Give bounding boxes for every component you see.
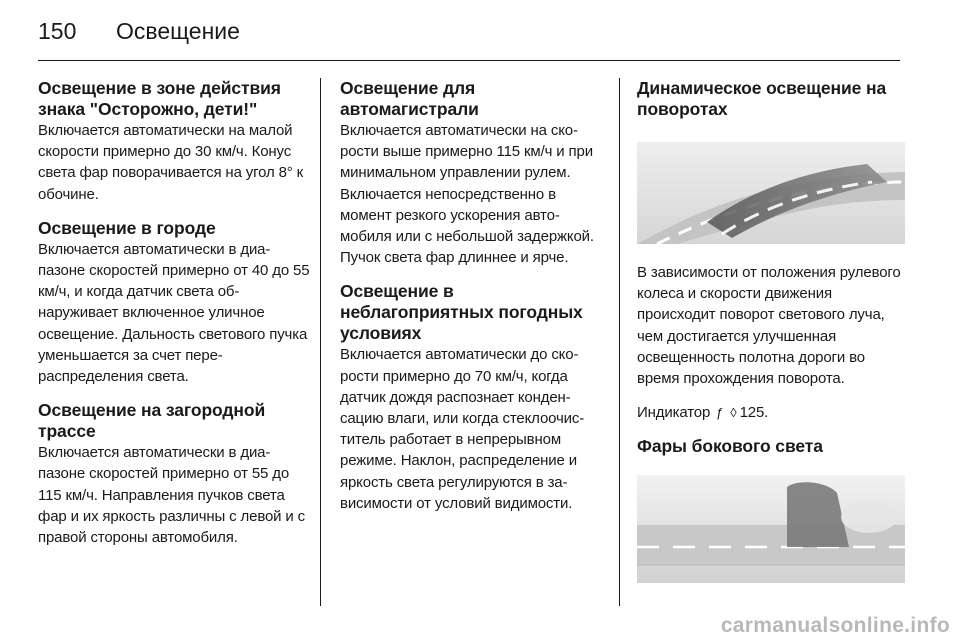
section-title: Освещение в зоне действия знака "Осторожно, дети!" <box>38 78 281 119</box>
indicator-label: Индикатор <box>637 404 711 422</box>
column-divider <box>320 78 321 606</box>
section-text: Включается автоматически в диапазоне скоростей примерно от 40 до 55 км/ч, и когда датчик света обнаруживает включенное уличное освещение. Дальность светового пучка уменьшается за счет перераспределения света. <box>38 240 310 386</box>
section-title: Фары бокового света <box>637 436 823 457</box>
column-divider <box>619 78 620 606</box>
section-title: Освещение для автомагистрали <box>340 78 479 119</box>
indicator-reference <box>637 402 905 423</box>
page-number: 150 <box>38 18 77 44</box>
indicator-page-ref[interactable]: 125. <box>739 404 769 422</box>
section-text: Включается автоматически в диапазоне скоростей примерно от 55 до 115 км/ч. Направления пучков света фар и их яркость различны с левой и с правой стороны автомобиля. <box>38 444 306 547</box>
section-text: Включается автоматически на малой скорости примерно до 30 км/ч. Конус света фар поворачивается на угол 8° к обочине. <box>38 122 304 203</box>
column-1 <box>38 78 310 548</box>
cornering-light-illustration <box>637 142 905 244</box>
page-header <box>38 18 240 48</box>
section-text: Включается автоматически до скорости примерно до 70 км/ч, когда датчик дождя распознает конденсацию влаги, или когда стеклоочиститель работает в непрерывном режиме. Наклон, распределение и яркость света регулируются в зависимости от условий видимости. <box>340 346 585 512</box>
column-2 <box>340 78 606 514</box>
section-title: Освещение в неблагоприятных погодных условиях <box>340 281 583 344</box>
page-reference-arrow-icon: ◊ <box>730 405 737 421</box>
watermark: carmanualsonline.info <box>720 614 950 637</box>
column-3 <box>637 78 905 583</box>
header-divider <box>38 60 900 61</box>
page-title: Освещение <box>116 18 240 44</box>
section-text: Включается автоматически на скорости выше примерно 115 км/ч и при минимальном управлении рулем. Включается непосредственно в момент резкого ускорения автомобиля или с небольшой задержкой. Пучок света фар длиннее и ярче. <box>340 122 594 267</box>
section-title: Освещение на загородной трассе <box>38 400 266 442</box>
cornering-light-indicator-icon: ƒ <box>716 405 724 421</box>
section-title: Освещение в городе <box>38 217 216 238</box>
section-title: Динамическое освещение на поворотах <box>637 78 887 119</box>
side-light-illustration <box>637 475 905 583</box>
section-text: В зависимости от положения рулевого колеса и скорости движения происходит поворот светового луча, чем достигается улучшенная освещенность полотна дороги во время прохождения поворота. <box>637 264 901 388</box>
